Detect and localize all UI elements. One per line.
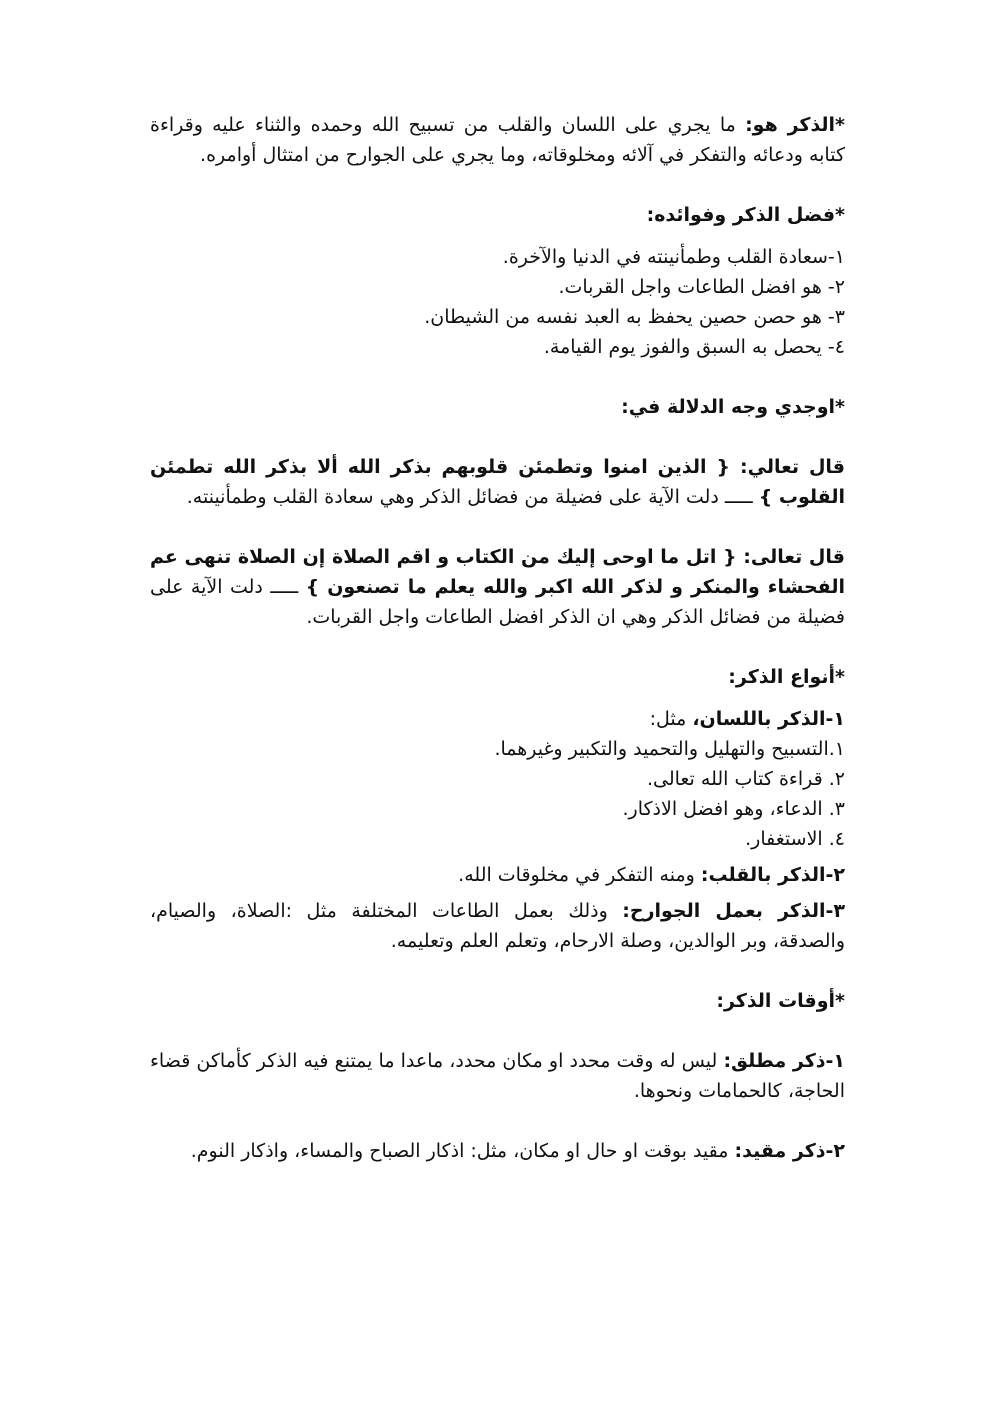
limbs-paragraph <box>150 896 845 956</box>
list-item: ٤- يحصل به السبق والفوز يوم القيامة. <box>543 336 845 358</box>
tongue-list <box>150 734 845 854</box>
list-item: ١.التسبيح والتهليل والتحميد والتكبير وغيرهما. <box>494 738 845 760</box>
heart-label: ٢-الذكر بالقلب: <box>700 864 845 886</box>
verse1-quote: قال تعالي: { الذين امنوا وتطمئن قلوبهم بذكر الله ألا بذكر الله تطمئن القلوب } <box>150 456 845 508</box>
absolute-paragraph <box>150 1046 845 1106</box>
limbs-label: ٣-الذكر بعمل الجوارح: <box>622 900 845 922</box>
absolute-label: ١-ذكر مطلق: <box>723 1050 846 1072</box>
list-item: ٣- هو حصن حصين يحفظ به العبد نفسه من الشيطان. <box>424 306 845 328</box>
list-item: ١-سعادة القلب وطمأنينته في الدنيا والآخرة. <box>502 246 845 268</box>
document-page <box>150 110 845 1186</box>
tongue-paragraph <box>150 704 845 734</box>
tongue-suffix: مثل: <box>649 708 693 730</box>
heart-paragraph <box>150 860 845 890</box>
verse2-paragraph <box>150 542 845 632</box>
evidence-heading: *اوجدي وجه الدلالة في: <box>621 396 845 418</box>
virtues-list <box>150 242 845 362</box>
list-item: ٤. الاستغفار. <box>745 828 845 850</box>
heart-text: ومنه التفكر في مخلوقات الله. <box>458 864 701 886</box>
definition-paragraph <box>150 110 845 170</box>
list-item: ٢- هو افضل الطاعات واجل القربات. <box>558 276 845 298</box>
verse1-paragraph <box>150 452 845 512</box>
types-heading: *أنواع الذكر: <box>728 666 845 688</box>
definition-text: ما يجري على اللسان والقلب من تسبيح الله وحمده والثناء عليه وقراءة كتابه ودعائه والتفكر في آلائه ومخلوقاته، وما يجري على الجوارح من امتثال أوامره. <box>150 114 845 166</box>
times-heading: *أوقات الذكر: <box>716 990 845 1012</box>
tongue-label: ١-الذكر باللسان، <box>692 708 845 730</box>
virtues-heading: *فضل الذكر وفوائده: <box>646 204 845 226</box>
verse2-explanation: ـــــ دلت الآية على فضيلة من فضائل الذكر وهي ان الذكر افضل الطاعات واجل القربات. <box>150 576 845 628</box>
definition-label: *الذكر هو: <box>745 114 845 136</box>
verse1-explanation: ـــــ دلت الآية على فضيلة من فضائل الذكر وهي سعادة القلب وطمأنينته. <box>186 486 759 508</box>
restricted-paragraph <box>150 1136 845 1166</box>
restricted-text: مقيد بوقت او حال او مكان، مثل: اذكار الصباح والمساء، واذكار النوم. <box>190 1140 735 1162</box>
restricted-label: ٢-ذكر مقيد: <box>734 1140 845 1162</box>
list-item: ٣. الدعاء، وهو افضل الاذكار. <box>622 798 845 820</box>
list-item: ٢. قراءة كتاب الله تعالى. <box>646 768 845 790</box>
verse2-quote: قال تعالى: { اتل ما اوحى إليك من الكتاب و اقم الصلاة إن الصلاة تنهى عم الفحشاء والمنكر و لذكر الله اكبر والله يعلم ما تصنعون } <box>150 546 846 598</box>
absolute-text: ليس له وقت محدد او مكان محدد، ماعدا ما يمتنع فيه الذكر كأماكن قضاء الحاجة، كالحمامات ونحوها. <box>150 1050 845 1102</box>
limbs-text: وذلك بعمل الطاعات المختلفة مثل :الصلاة، والصيام، والصدقة، وبر الوالدين، وصلة الارحام، وتعلم العلم وتعليمه. <box>150 900 845 952</box>
